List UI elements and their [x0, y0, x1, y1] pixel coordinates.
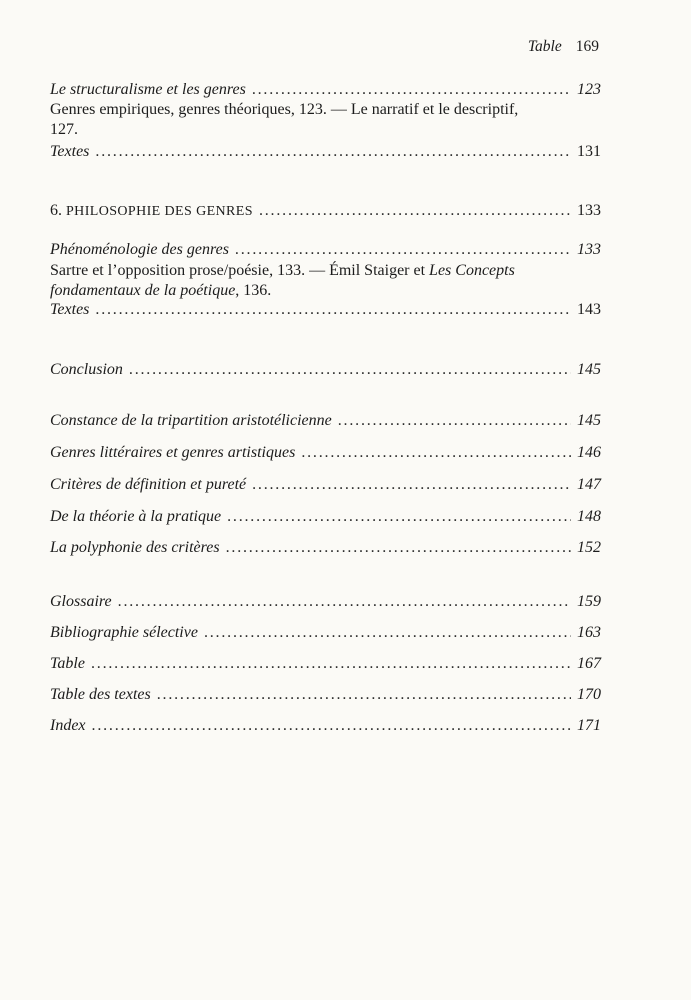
- subentry-italic-text: Les Concepts: [429, 262, 515, 279]
- toc-entry: [50, 443, 599, 463]
- toc-entry-label: Index: [50, 717, 86, 734]
- toc-entry-page: 133: [577, 241, 601, 258]
- toc-entry-page: 147: [577, 476, 601, 493]
- toc-subentries: [50, 100, 610, 140]
- dot-leader: [226, 538, 571, 558]
- toc-entry: [50, 716, 599, 736]
- toc-chapter-entry: [50, 201, 599, 222]
- subentry-line: 127.: [50, 121, 78, 138]
- dot-leader: [252, 80, 571, 100]
- toc-entry: [50, 538, 599, 558]
- toc-entry-label: Constance de la tripartition aristotélicienne: [50, 412, 332, 429]
- toc-entry-label: Textes: [50, 143, 90, 160]
- toc-entry-label: Textes: [50, 301, 90, 318]
- toc-entry-page: 145: [577, 412, 601, 429]
- toc-entry-page: 170: [577, 686, 601, 703]
- toc-entry: [50, 240, 599, 260]
- dot-leader: [129, 360, 571, 380]
- toc-entry-page: 159: [577, 593, 601, 610]
- dot-leader: [252, 475, 571, 495]
- toc-entry-page: 143: [577, 301, 601, 318]
- dot-leader: [157, 685, 571, 705]
- toc-entry-page: 148: [577, 508, 601, 525]
- dot-leader: [118, 592, 571, 612]
- subentry-text: Sartre et l’opposition prose/poésie, 133. — Émil Staiger et: [50, 262, 430, 279]
- dot-leader: [92, 716, 571, 736]
- toc-entry-label: La polyphonie des critères: [50, 539, 220, 556]
- toc-entry-page: 133: [577, 202, 601, 219]
- toc-entry-label: Bibliographie sélective: [50, 624, 198, 641]
- toc-subentries: [50, 261, 610, 301]
- toc-entry: [50, 360, 599, 380]
- toc-entry: [50, 654, 599, 674]
- toc-entry: [50, 685, 599, 705]
- subentry-line: Genres empiriques, genres théoriques, 123. — Le narratif et le descriptif,: [50, 101, 519, 118]
- chapter-number: 6.: [50, 202, 62, 219]
- toc-entry: [50, 80, 599, 100]
- toc-entry: [50, 411, 599, 431]
- dot-leader: [204, 623, 571, 643]
- subentry-line: [50, 281, 610, 301]
- toc-entry-page: 146: [577, 444, 601, 461]
- toc-chapter-label: [50, 201, 253, 222]
- running-header-page-number: 169: [575, 38, 599, 55]
- subentry-line: [50, 261, 610, 281]
- dot-leader: [91, 654, 571, 674]
- toc-entry-page: 171: [577, 717, 601, 734]
- toc-entry-label: Critères de définition et pureté: [50, 476, 247, 493]
- subentry-italic-text: fondamentaux de la poétique: [50, 282, 236, 299]
- toc-entry: [50, 592, 599, 612]
- toc-entry-page: 152: [577, 539, 601, 556]
- dot-leader: [235, 240, 571, 260]
- toc-entry: [50, 507, 599, 527]
- dot-leader: [95, 142, 571, 162]
- chapter-title: PHILOSOPHIE DES GENRES: [66, 204, 253, 219]
- running-header: [50, 38, 599, 56]
- toc-entry: [50, 300, 599, 320]
- toc-entry-page: 145: [577, 361, 601, 378]
- toc-entry-label: Phénoménologie des genres: [50, 241, 229, 258]
- toc-entry-label: Table des textes: [50, 686, 151, 703]
- toc-entry-label: Table: [50, 655, 85, 672]
- running-header-title: Table: [527, 38, 562, 55]
- toc-entry-label: Glossaire: [50, 593, 112, 610]
- toc-entry-page: 163: [577, 624, 601, 641]
- dot-leader: [338, 411, 571, 431]
- dot-leader: [301, 443, 571, 463]
- toc-entry: [50, 475, 599, 495]
- dot-leader: [227, 507, 571, 527]
- toc-entry-page: 167: [577, 655, 601, 672]
- toc-entry: [50, 142, 599, 162]
- dot-leader: [95, 300, 571, 320]
- toc-entry-label: Le structuralisme et les genres: [50, 81, 246, 98]
- subentry-text: , 136.: [235, 282, 272, 299]
- dot-leader: [259, 201, 571, 221]
- toc-entry-label: Genres littéraires et genres artistiques: [50, 444, 296, 461]
- toc-entry-page: 123: [577, 81, 601, 98]
- toc-entry: [50, 623, 599, 643]
- toc-entry-label: Conclusion: [50, 361, 123, 378]
- toc-entry-page: 131: [577, 143, 601, 160]
- toc-entry-label: De la théorie à la pratique: [50, 508, 222, 525]
